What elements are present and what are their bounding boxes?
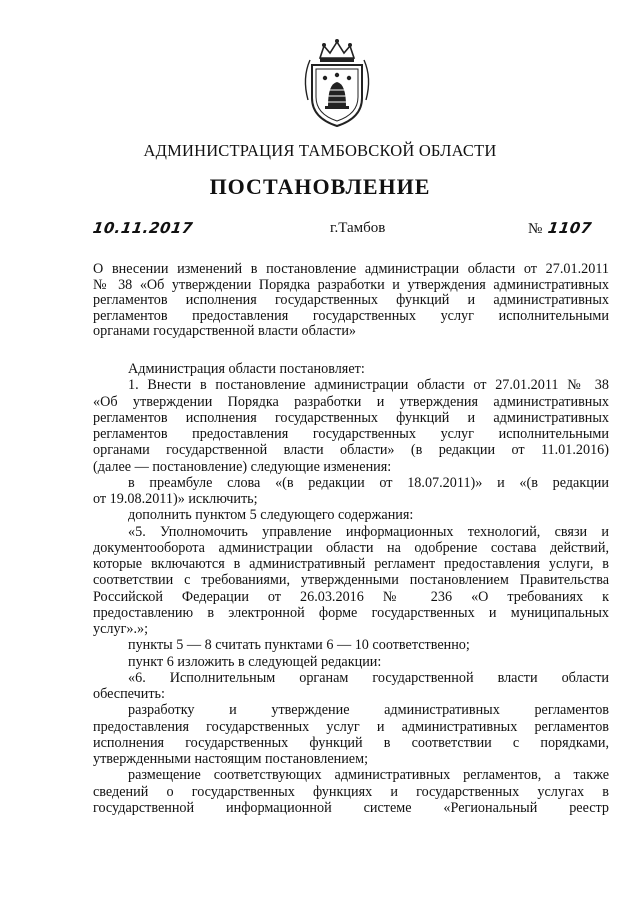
body-line: размещение соответствующих административных регламентов, а также	[128, 767, 609, 784]
body-line: которые включаются в административный регламент предоставления услуги, в	[93, 556, 609, 572]
subject-line: органами государственной власти области»	[93, 323, 357, 340]
body-line: обеспечить:	[93, 686, 165, 702]
body-line: разработку и утверждение административных регламентов	[128, 702, 609, 719]
organization-name: АДМИНИСТРАЦИЯ ТАМБОВСКОЙ ОБЛАСТИ	[143, 141, 497, 160]
body-line: утвержденными настоящим постановлением;	[93, 751, 369, 767]
body-line: документооборота администрации области на одобрение состава действий,	[93, 539, 609, 556]
body-line: государственной информационной системе «Региональный реестр	[93, 799, 609, 816]
body-line: 1. Внести в постановление администрации области от 27.01.2011 № 38	[128, 377, 609, 394]
document-type-title: ПОСТАНОВЛЕНИЕ	[209, 174, 431, 199]
body-line: от 19.08.2011)» исключить;	[93, 491, 258, 507]
body-line: «Об утверждении Порядка разработки и утверждения административных	[93, 393, 609, 410]
body-line: пункты 5 — 8 считать пунктами 6 — 10 соответственно;	[128, 637, 470, 654]
body-line: Администрация области постановляет:	[128, 361, 365, 377]
handwritten-date: 10.11.2017	[91, 219, 195, 237]
body-line: регламентов предоставления государственных услуг исполнительными	[93, 426, 609, 442]
body-line: (далее — постановление) следующие изменения:	[93, 458, 392, 475]
body-line: соответствии с требованиями, утвержденными постановлением Правительства	[93, 572, 609, 589]
body-line: предоставлению в электронной форме государственных и муниципальных	[93, 604, 609, 621]
document-number	[528, 219, 592, 238]
subject-line: О внесении изменений в постановление администрации области от 27.01.2011	[93, 261, 609, 277]
body-line: исполнения государственных функций в соответствии с порядками,	[93, 734, 609, 751]
subject-line: регламентов предоставления государственных услуг исполнительными	[93, 307, 609, 324]
body-line: «6. Исполнительным органам государственной власти области	[128, 669, 609, 686]
body-line: предоставления государственных услуг и административных регламентов	[93, 718, 609, 735]
body-line: «5. Уполномочить управление информационных технологий, связи и	[128, 523, 609, 540]
document-body	[93, 361, 609, 816]
body-line: пункт 6 изложить в следующей редакции:	[128, 653, 382, 670]
body-line: регламентов исполнения государственных функций и административных	[93, 409, 609, 426]
number-label: №	[528, 221, 543, 237]
body-line: органами государственной власти области» (в редакции от 11.01.2016)	[93, 442, 609, 459]
body-line: услуг».»;	[93, 621, 149, 637]
handwritten-number: 1107	[547, 219, 594, 237]
body-line: дополнить пунктом 5 следующего содержания:	[128, 507, 414, 524]
body-line: в преамбуле слова «(в редакции от 18.07.2011)» и «(в редакции	[128, 474, 609, 491]
coat-of-arms-icon	[298, 38, 376, 130]
subject-line: регламентов исполнения государственных функций и административных	[93, 292, 609, 309]
subject-line: № 38 «Об утверждении Порядка разработки и утверждения административных	[93, 276, 609, 293]
document-date	[93, 219, 193, 238]
body-line: Российской Федерации от 26.03.2016 № 236 «О требованиях к	[93, 588, 609, 605]
document-subject	[93, 262, 609, 340]
document-city: г.Тамбов	[330, 220, 386, 236]
body-line: сведений о государственных функциях и государственных услугах в	[93, 783, 609, 800]
